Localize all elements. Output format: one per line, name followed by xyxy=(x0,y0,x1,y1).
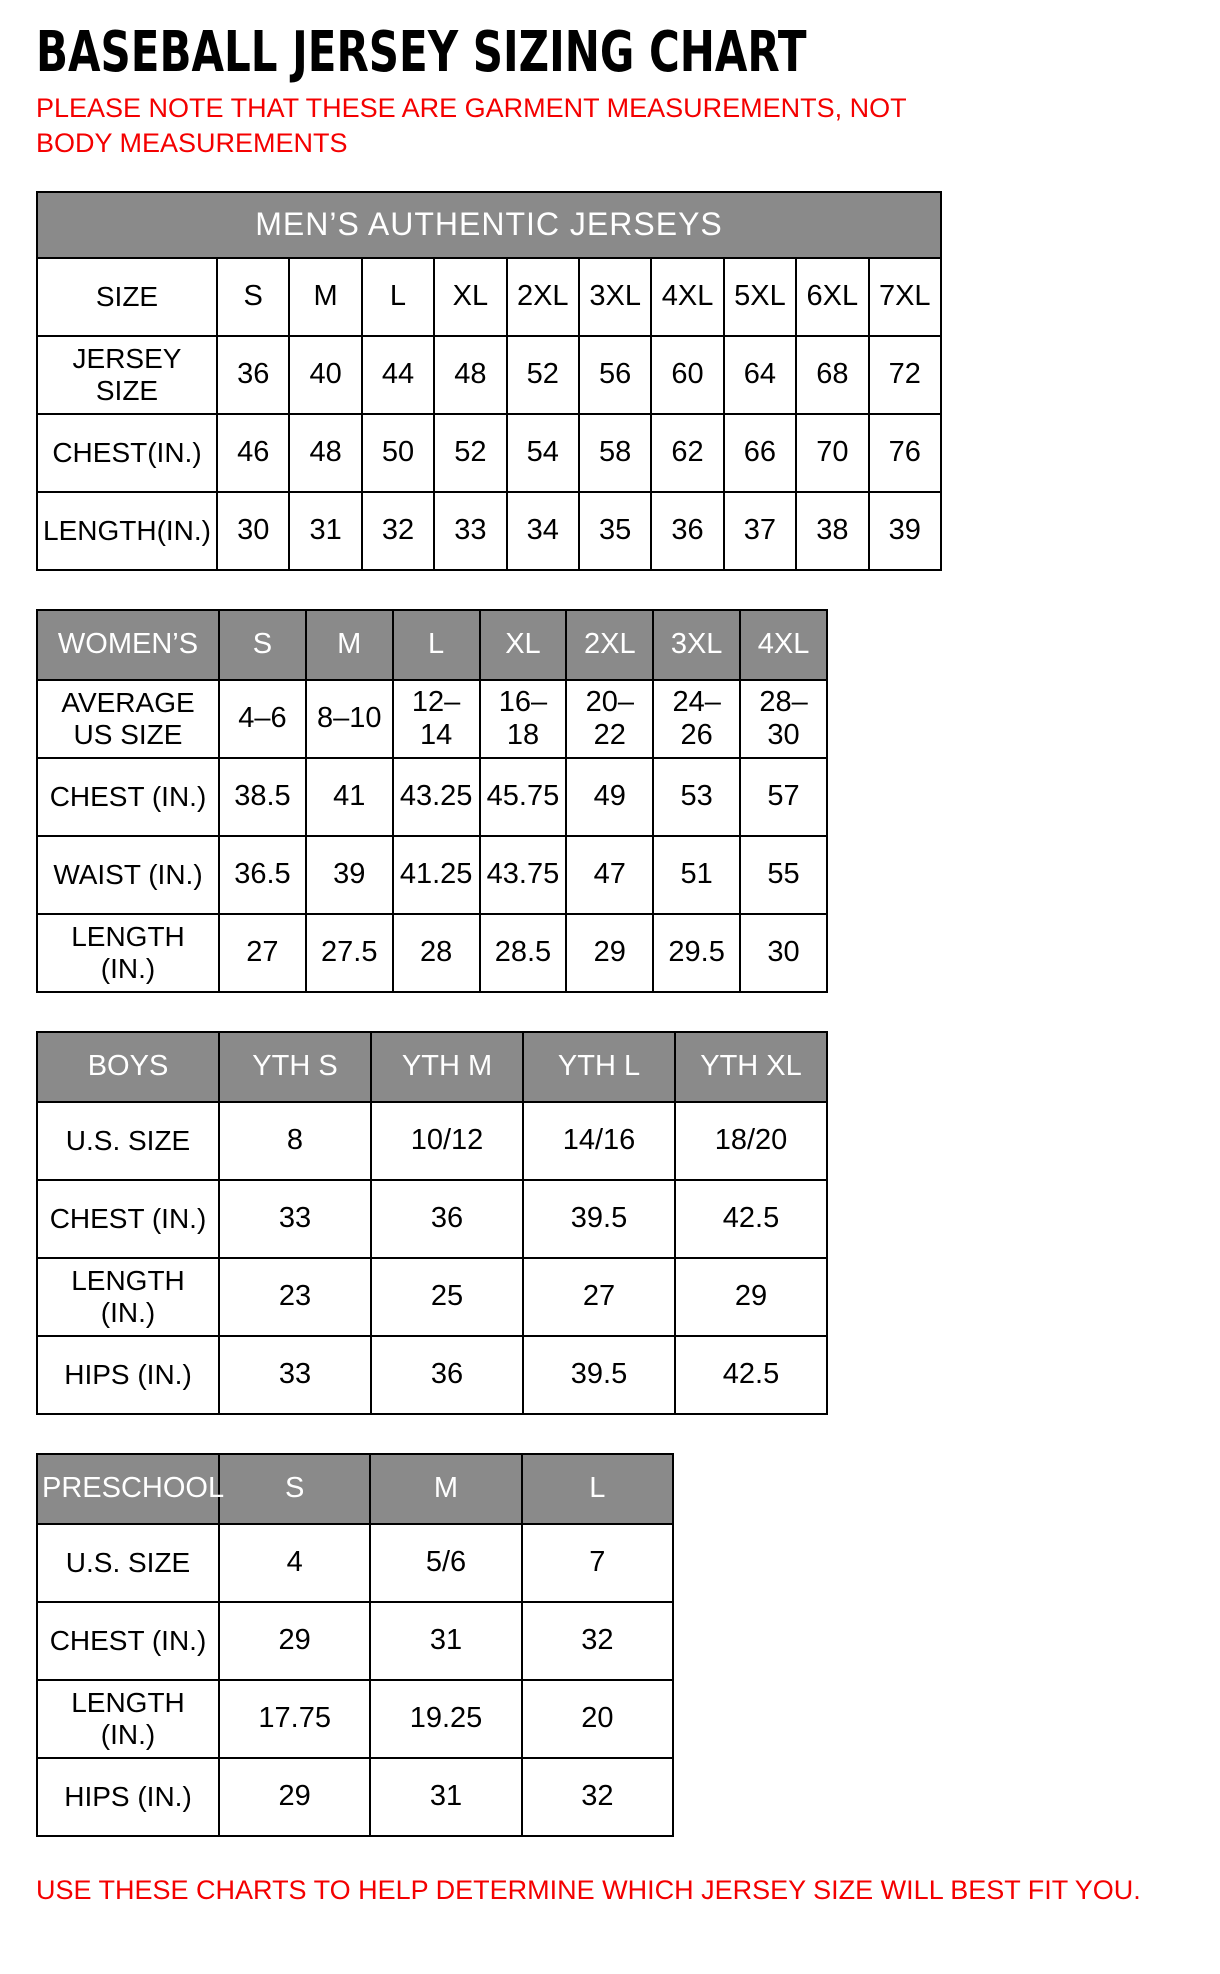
value-cell: 4XL xyxy=(651,258,723,336)
value-cell: 30 xyxy=(217,492,289,570)
value-cell: 36 xyxy=(371,1180,523,1258)
garment-measurement-note: PLEASE NOTE THAT THESE ARE GARMENT MEASUREMENTS, NOT BODY MEASUREMENTS xyxy=(36,92,907,158)
value-cell: 8–10 xyxy=(306,680,393,758)
table-row xyxy=(37,1524,673,1602)
value-cell: 24–26 xyxy=(653,680,740,758)
table-row xyxy=(37,680,827,758)
value-cell: 44 xyxy=(362,336,434,414)
value-cell: 32 xyxy=(362,492,434,570)
size-column-header: S xyxy=(219,610,306,680)
value-cell: 68 xyxy=(796,336,868,414)
value-cell: 57 xyxy=(740,758,827,836)
value-cell: 35 xyxy=(579,492,651,570)
table-row xyxy=(37,414,941,492)
value-cell: 38.5 xyxy=(219,758,306,836)
value-cell: 50 xyxy=(362,414,434,492)
size-column-header: YTH XL xyxy=(675,1032,827,1102)
value-cell: 5/6 xyxy=(370,1524,521,1602)
table-row xyxy=(37,1758,673,1836)
table-womens xyxy=(36,609,828,993)
table-row xyxy=(37,1602,673,1680)
value-cell: 52 xyxy=(434,414,506,492)
value-cell: 14/16 xyxy=(523,1102,675,1180)
size-column-header: YTH S xyxy=(219,1032,371,1102)
value-cell: S xyxy=(217,258,289,336)
table-row xyxy=(37,914,827,992)
footer-note: USE THESE CHARTS TO HELP DETERMINE WHICH JERSEY SIZE WILL BEST FIT YOU. xyxy=(36,1874,1141,1905)
value-cell: 48 xyxy=(289,414,361,492)
table-row xyxy=(37,258,941,336)
value-cell: 32 xyxy=(522,1758,673,1836)
value-cell: 45.75 xyxy=(480,758,567,836)
value-cell: 72 xyxy=(869,336,941,414)
table-preschool xyxy=(36,1453,674,1837)
value-cell: 28 xyxy=(393,914,480,992)
row-label: AVERAGE US SIZE xyxy=(37,680,219,758)
value-cell: 36 xyxy=(217,336,289,414)
value-cell: 39 xyxy=(869,492,941,570)
value-cell: 4 xyxy=(219,1524,370,1602)
value-cell: 30 xyxy=(740,914,827,992)
table-boys xyxy=(36,1031,828,1415)
value-cell: 56 xyxy=(579,336,651,414)
tables-container xyxy=(36,191,1184,1837)
value-cell: 5XL xyxy=(724,258,796,336)
value-cell: 6XL xyxy=(796,258,868,336)
size-column-header: M xyxy=(370,1454,521,1524)
value-cell: 58 xyxy=(579,414,651,492)
size-column-header: 3XL xyxy=(653,610,740,680)
value-cell: 10/12 xyxy=(371,1102,523,1180)
value-cell: 36.5 xyxy=(219,836,306,914)
value-cell: 46 xyxy=(217,414,289,492)
value-cell: 43.25 xyxy=(393,758,480,836)
table-mens xyxy=(36,191,942,571)
value-cell: 47 xyxy=(566,836,653,914)
value-cell: XL xyxy=(434,258,506,336)
size-column-header: M xyxy=(306,610,393,680)
value-cell: 33 xyxy=(219,1336,371,1414)
size-column-header: YTH M xyxy=(371,1032,523,1102)
womens-header-label: WOMEN’S xyxy=(37,610,219,680)
size-column-header: S xyxy=(219,1454,370,1524)
value-cell: 20–22 xyxy=(566,680,653,758)
value-cell: 17.75 xyxy=(219,1680,370,1758)
page-title: BASEBALL JERSEY SIZING CHART xyxy=(36,20,807,85)
row-label: CHEST(IN.) xyxy=(37,414,217,492)
value-cell: 7 xyxy=(522,1524,673,1602)
value-cell: 34 xyxy=(507,492,579,570)
value-cell: 53 xyxy=(653,758,740,836)
header-row xyxy=(37,610,827,680)
value-cell: 31 xyxy=(370,1758,521,1836)
value-cell: 33 xyxy=(434,492,506,570)
value-cell: 36 xyxy=(371,1336,523,1414)
value-cell: 28–30 xyxy=(740,680,827,758)
value-cell: 42.5 xyxy=(675,1180,827,1258)
value-cell: 55 xyxy=(740,836,827,914)
value-cell: 27 xyxy=(523,1258,675,1336)
value-cell: 28.5 xyxy=(480,914,567,992)
caption-row xyxy=(37,192,941,258)
value-cell: 39.5 xyxy=(523,1336,675,1414)
row-label: HIPS (IN.) xyxy=(37,1336,219,1414)
size-column-header: XL xyxy=(480,610,567,680)
value-cell: 40 xyxy=(289,336,361,414)
value-cell: 23 xyxy=(219,1258,371,1336)
value-cell: 48 xyxy=(434,336,506,414)
value-cell: 29 xyxy=(566,914,653,992)
table-row xyxy=(37,758,827,836)
table-row xyxy=(37,492,941,570)
row-label: CHEST (IN.) xyxy=(37,1602,219,1680)
value-cell: 37 xyxy=(724,492,796,570)
size-column-header: L xyxy=(393,610,480,680)
value-cell: 18/20 xyxy=(675,1102,827,1180)
value-cell: 29 xyxy=(219,1758,370,1836)
value-cell: 39 xyxy=(306,836,393,914)
value-cell: 66 xyxy=(724,414,796,492)
value-cell: 31 xyxy=(289,492,361,570)
row-label: WAIST (IN.) xyxy=(37,836,219,914)
row-label: LENGTH (IN.) xyxy=(37,914,219,992)
value-cell: 41 xyxy=(306,758,393,836)
size-column-header: YTH L xyxy=(523,1032,675,1102)
boys-header-label: BOYS xyxy=(37,1032,219,1102)
preschool-header-label: PRESCHOOL xyxy=(37,1454,219,1524)
value-cell: 8 xyxy=(219,1102,371,1180)
size-column-header: L xyxy=(522,1454,673,1524)
header-row xyxy=(37,1032,827,1102)
value-cell: M xyxy=(289,258,361,336)
value-cell: 36 xyxy=(651,492,723,570)
value-cell: 20 xyxy=(522,1680,673,1758)
value-cell: 62 xyxy=(651,414,723,492)
value-cell: 49 xyxy=(566,758,653,836)
row-label: CHEST (IN.) xyxy=(37,758,219,836)
value-cell: 31 xyxy=(370,1602,521,1680)
value-cell: 29.5 xyxy=(653,914,740,992)
table-row xyxy=(37,1102,827,1180)
size-column-header: 4XL xyxy=(740,610,827,680)
header-row xyxy=(37,1454,673,1524)
value-cell: 54 xyxy=(507,414,579,492)
value-cell: 43.75 xyxy=(480,836,567,914)
table-row xyxy=(37,1336,827,1414)
value-cell: 60 xyxy=(651,336,723,414)
value-cell: 29 xyxy=(675,1258,827,1336)
value-cell: 76 xyxy=(869,414,941,492)
row-label: LENGTH(IN.) xyxy=(37,492,217,570)
mens-caption: MEN’S AUTHENTIC JERSEYS xyxy=(37,192,941,258)
row-label: LENGTH (IN.) xyxy=(37,1258,219,1336)
table-row xyxy=(37,1180,827,1258)
table-row xyxy=(37,1680,673,1758)
row-label: SIZE xyxy=(37,258,217,336)
value-cell: 4–6 xyxy=(219,680,306,758)
value-cell: 27 xyxy=(219,914,306,992)
value-cell: 25 xyxy=(371,1258,523,1336)
value-cell: 51 xyxy=(653,836,740,914)
value-cell: 12–14 xyxy=(393,680,480,758)
value-cell: 41.25 xyxy=(393,836,480,914)
size-column-header: 2XL xyxy=(566,610,653,680)
value-cell: 64 xyxy=(724,336,796,414)
value-cell: 27.5 xyxy=(306,914,393,992)
value-cell: 3XL xyxy=(579,258,651,336)
value-cell: 39.5 xyxy=(523,1180,675,1258)
value-cell: 16–18 xyxy=(480,680,567,758)
value-cell: 38 xyxy=(796,492,868,570)
value-cell: 52 xyxy=(507,336,579,414)
row-label: U.S. SIZE xyxy=(37,1102,219,1180)
value-cell: 33 xyxy=(219,1180,371,1258)
table-row xyxy=(37,836,827,914)
value-cell: 2XL xyxy=(507,258,579,336)
row-label: U.S. SIZE xyxy=(37,1524,219,1602)
value-cell: 42.5 xyxy=(675,1336,827,1414)
value-cell: 29 xyxy=(219,1602,370,1680)
value-cell: 70 xyxy=(796,414,868,492)
value-cell: L xyxy=(362,258,434,336)
value-cell: 7XL xyxy=(869,258,941,336)
row-label: JERSEY SIZE xyxy=(37,336,217,414)
table-row xyxy=(37,1258,827,1336)
table-row xyxy=(37,336,941,414)
row-label: LENGTH (IN.) xyxy=(37,1680,219,1758)
value-cell: 32 xyxy=(522,1602,673,1680)
value-cell: 19.25 xyxy=(370,1680,521,1758)
row-label: CHEST (IN.) xyxy=(37,1180,219,1258)
row-label: HIPS (IN.) xyxy=(37,1758,219,1836)
